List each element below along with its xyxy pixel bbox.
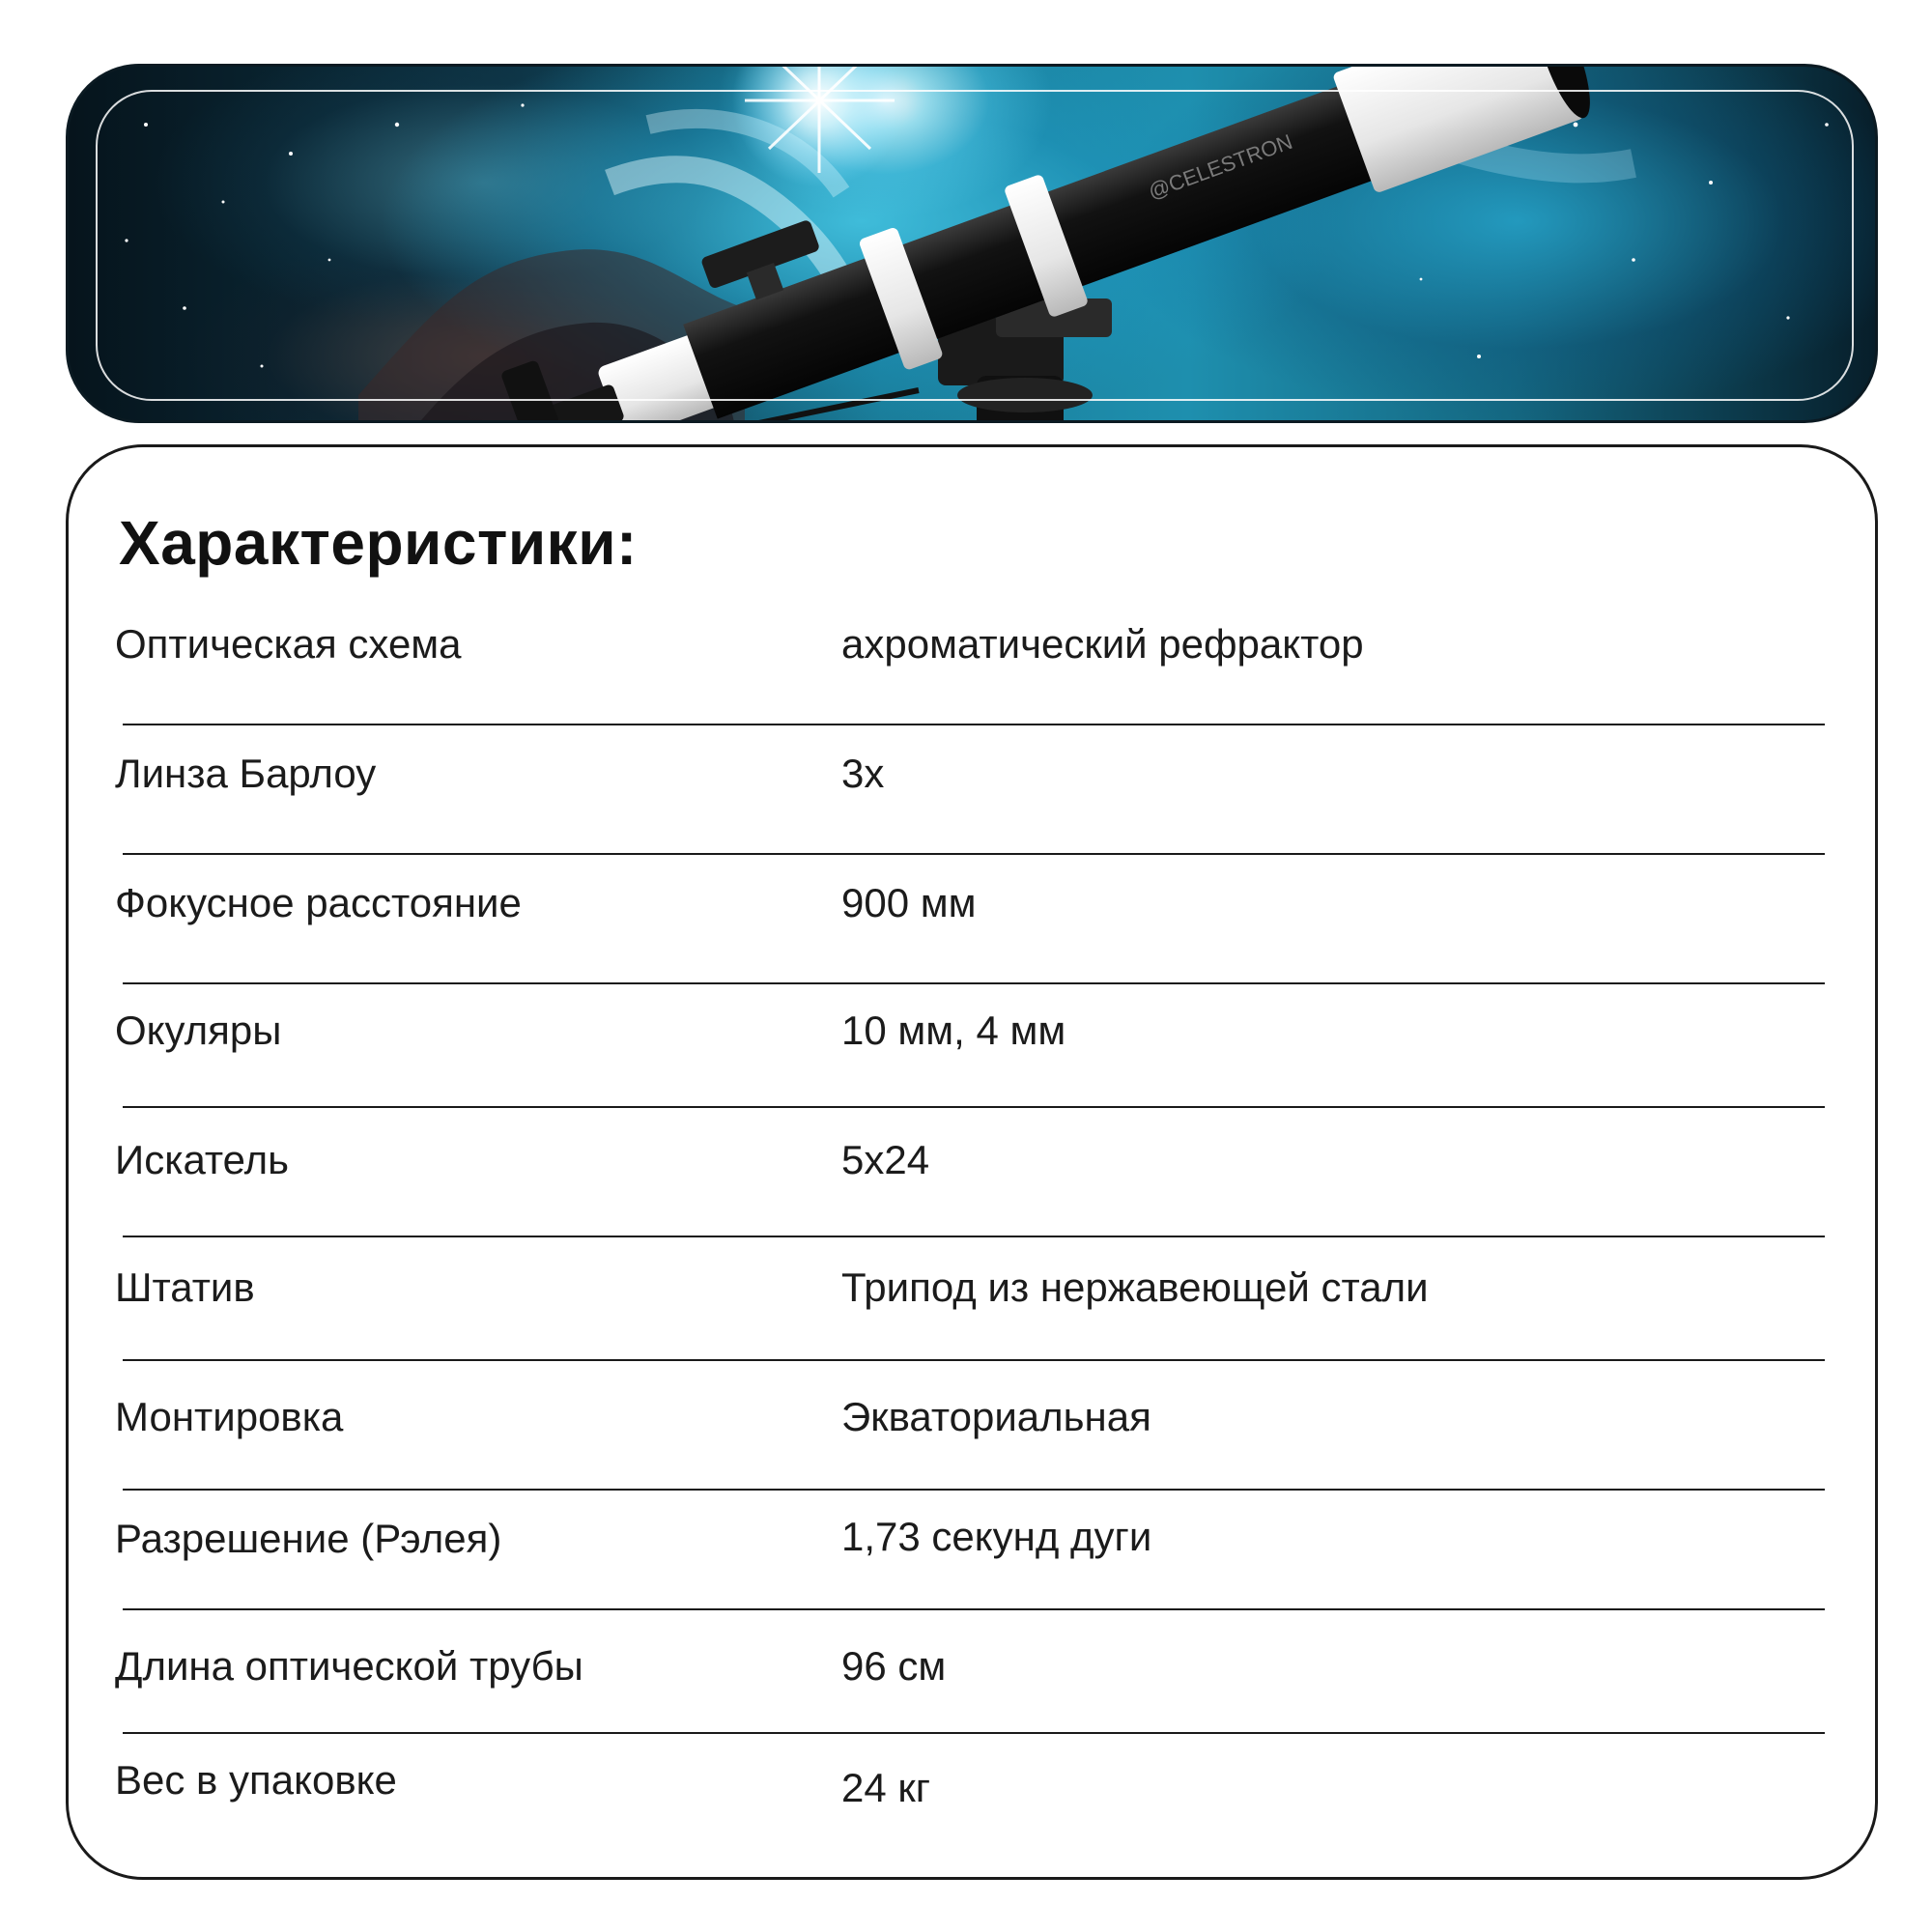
spec-value: Экваториальная	[841, 1394, 1151, 1439]
spec-label: Длина оптической трубы	[115, 1643, 583, 1689]
brand-marking: @CELESTRON	[1145, 128, 1296, 204]
row-divider	[123, 853, 1825, 855]
spec-label: Разрешение (Рэлея)	[115, 1516, 502, 1561]
spec-value: Трипод из нержавеющей стали	[841, 1264, 1429, 1310]
spec-value: 96 см	[841, 1643, 947, 1689]
spec-value: 24 кг	[841, 1765, 931, 1810]
specs-title: Характеристики:	[119, 508, 638, 578]
row-divider	[123, 1236, 1825, 1237]
spec-value: 10 мм, 4 мм	[841, 1008, 1066, 1053]
row-divider	[123, 1359, 1825, 1361]
spec-label: Фокусное расстояние	[115, 880, 522, 925]
specs-table	[69, 447, 1875, 1877]
spec-value: 900 мм	[841, 880, 977, 925]
spec-value: 1,73 секунд дуги	[841, 1514, 1152, 1559]
row-divider	[123, 982, 1825, 984]
spec-label: Линза Барлоу	[115, 751, 377, 796]
spec-label: Штатив	[115, 1264, 255, 1310]
spec-label: Монтировка	[115, 1394, 344, 1439]
row-divider	[123, 1732, 1825, 1734]
row-divider	[123, 1489, 1825, 1491]
spec-value: ахроматический рефрактор	[841, 621, 1364, 667]
spec-label: Оптическая схема	[115, 621, 462, 667]
spec-label: Искатель	[115, 1137, 290, 1182]
spec-value: 5х24	[841, 1137, 930, 1182]
spec-label: Вес в упаковке	[115, 1757, 397, 1803]
telescope-illustration	[69, 67, 1878, 423]
row-divider	[123, 1608, 1825, 1610]
row-divider	[123, 1106, 1825, 1108]
specs-card	[66, 444, 1878, 1880]
spec-value: 3х	[841, 751, 885, 796]
row-divider	[123, 724, 1825, 725]
hero-banner	[66, 64, 1878, 423]
spec-label: Окуляры	[115, 1008, 282, 1053]
